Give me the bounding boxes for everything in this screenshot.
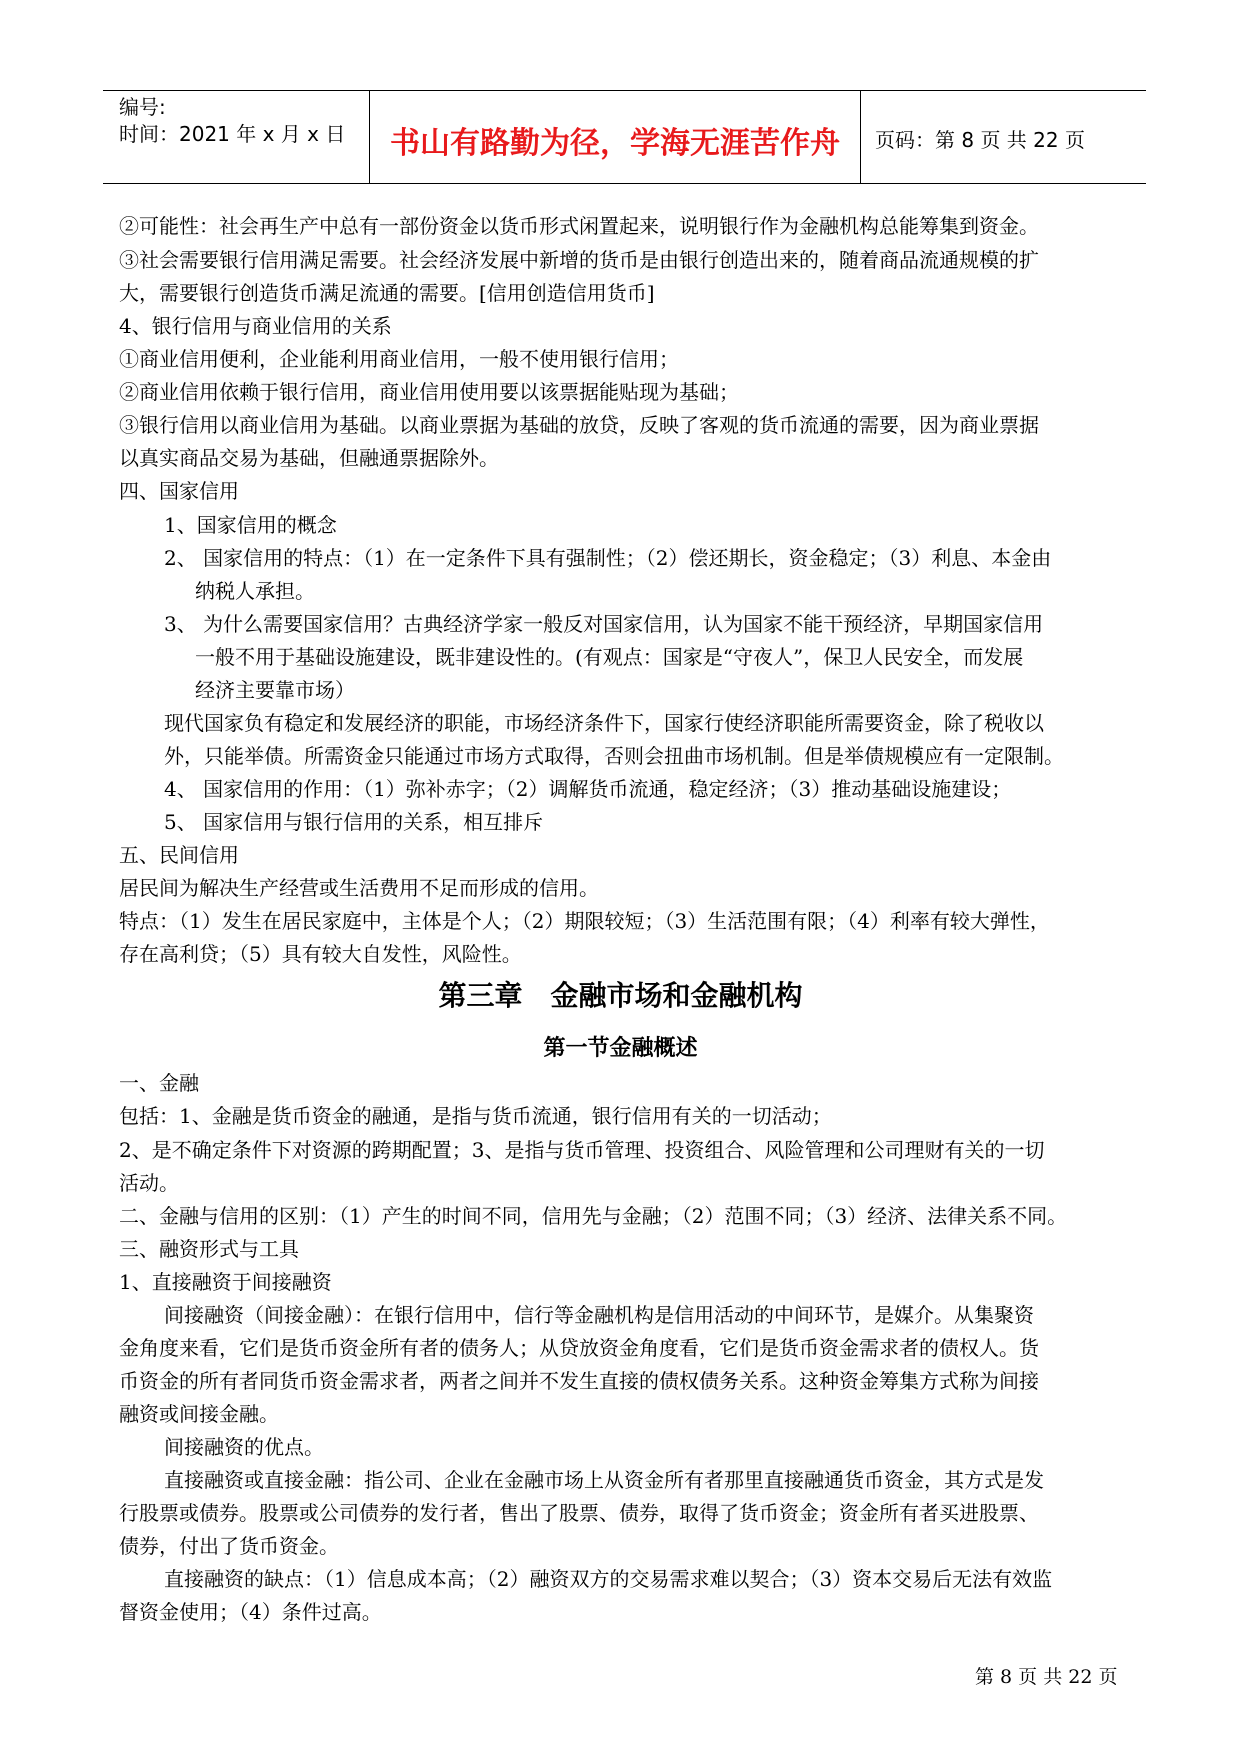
- body-line: 债券，付出了货币资金。: [119, 1534, 339, 1558]
- document-number-label: 编号:: [119, 95, 166, 119]
- list-item: 3、 为什么需要国家信用？古典经济学家一般反对国家信用，认为国家不能干预经济，早期国家信用: [164, 612, 1044, 636]
- list-item-continuation: 一般不用于基础设施建设，既非建设性的。(有观点：国家是“守夜人”，保卫人民安全，而发展: [195, 645, 1024, 669]
- paragraph-start: 间接融资的优点。: [164, 1435, 324, 1459]
- body-line: 居民间为解决生产经营或生活费用不足而形成的信用。: [119, 876, 599, 900]
- document-time-label: 时间：2021 年 x 月 x 日: [119, 122, 346, 146]
- subsection-heading: 1、直接融资于间接融资: [119, 1270, 332, 1294]
- body-line: 存在高利贷；（5）具有较大自发性，风险性。: [119, 942, 522, 966]
- list-item: 2、 国家信用的特点：（1）在一定条件下具有强制性；（2）偿还期长，资金稳定；（3）利息、本金由: [164, 546, 1052, 570]
- header-bottom-rule: [103, 183, 1146, 184]
- paragraph-start: 间接融资（间接金融）：在银行信用中，信行等金融机构是信用活动的中间环节，是媒介。从集聚资: [164, 1303, 1034, 1327]
- body-line: 币资金的所有者同货币资金需求者，两者之间并不发生直接的债权债务关系。这种资金筹集方式称为间接: [119, 1369, 1039, 1393]
- paragraph-start: 直接融资的缺点：（1）信息成本高；（2）融资双方的交易需求难以契合；（3）资本交易后无法有效监: [164, 1567, 1053, 1591]
- heading-private-credit: 五、民间信用: [119, 843, 239, 867]
- section-title: 第一节金融概述: [543, 1036, 698, 1061]
- body-line: 二、金融与信用的区别：（1）产生的时间不同，信用先与金融；（2）范围不同；（3）经济、法律关系不同。: [119, 1204, 1068, 1228]
- chapter-title: 第三章 金融市场和金融机构: [438, 979, 803, 1012]
- list-item: 1、国家信用的概念: [164, 513, 337, 537]
- body-line: 融资或间接金融。: [119, 1402, 279, 1426]
- header-top-rule: [103, 90, 1146, 91]
- page-number-label: 页码：第 8 页 共 22 页: [875, 128, 1085, 152]
- body-line: ②可能性：社会再生产中总有一部份资金以货币形式闲置起来，说明银行作为金融机构总能筹集到资金。: [119, 214, 1039, 238]
- page-footer: 第 8 页 共 22 页: [975, 1666, 1118, 1688]
- body-line: 现代国家负有稳定和发展经济的职能，市场经济条件下，国家行使经济职能所需要资金，除了税收以: [164, 711, 1044, 735]
- paragraph-start: 直接融资或直接金融：指公司、企业在金融市场上从资金所有者那里直接融通货币资金，其方式是发: [164, 1468, 1044, 1492]
- body-line: 特点：（1）发生在居民家庭中，主体是个人；（2）期限较短；（3）生活范围有限；（4）利率有较大弹性，: [119, 909, 1050, 933]
- body-line: 4、银行信用与商业信用的关系: [119, 314, 392, 338]
- body-line: 以真实商品交易为基础，但融通票据除外。: [119, 446, 499, 470]
- body-line: 督资金使用；（4）条件过高。: [119, 1600, 382, 1624]
- list-item-continuation: 经济主要靠市场）: [195, 678, 355, 702]
- body-line: 活动。: [119, 1171, 179, 1195]
- header-motto: 书山有路勤为径，学海无涯苦作舟: [390, 126, 840, 161]
- list-item: 5、 国家信用与银行信用的关系，相互排斥: [164, 810, 544, 834]
- header-divider-right: [860, 90, 861, 183]
- body-line: 行股票或债券。股票或公司债券的发行者，售出了股票、债券，取得了货币资金；资金所有者买进股票、: [119, 1501, 1039, 1525]
- heading-national-credit: 四、国家信用: [119, 479, 239, 503]
- body-line: 包括：1、金融是货币资金的融通，是指与货币流通，银行信用有关的一切活动；: [119, 1104, 832, 1128]
- body-line: 金角度来看，它们是货币资金所有者的债务人；从贷放资金角度看，它们是货币资金需求者的债权人。货: [119, 1336, 1039, 1360]
- list-item: 4、 国家信用的作用：（1）弥补赤字；（2）调解货币流通，稳定经济；（3）推动基础设施建设；: [164, 777, 1012, 801]
- body-line: 2、是不确定条件下对资源的跨期配置；3、是指与货币管理、投资组合、风险管理和公司理财有关的一切: [119, 1138, 1045, 1162]
- section-heading: 三、融资形式与工具: [119, 1237, 299, 1261]
- section-heading: 一、金融: [119, 1071, 199, 1095]
- list-item-continuation: 纳税人承担。: [195, 579, 315, 603]
- body-line: ③社会需要银行信用满足需要。社会经济发展中新增的货币是由银行创造出来的，随着商品流通规模的扩: [119, 248, 1039, 272]
- body-line: 大，需要银行创造货币满足流通的需要。[信用创造信用货币]: [119, 281, 655, 305]
- body-line: ②商业信用依赖于银行信用，商业信用使用要以该票据能贴现为基础；: [119, 380, 739, 404]
- body-line: ①商业信用便利，企业能利用商业信用，一般不使用银行信用；: [119, 347, 679, 371]
- body-line: 外，只能举债。所需资金只能通过市场方式取得，否则会扭曲市场机制。但是举债规模应有一定限制。: [164, 744, 1064, 768]
- body-line: ③银行信用以商业信用为基础。以商业票据为基础的放贷，反映了客观的货币流通的需要，因为商业票据: [119, 413, 1039, 437]
